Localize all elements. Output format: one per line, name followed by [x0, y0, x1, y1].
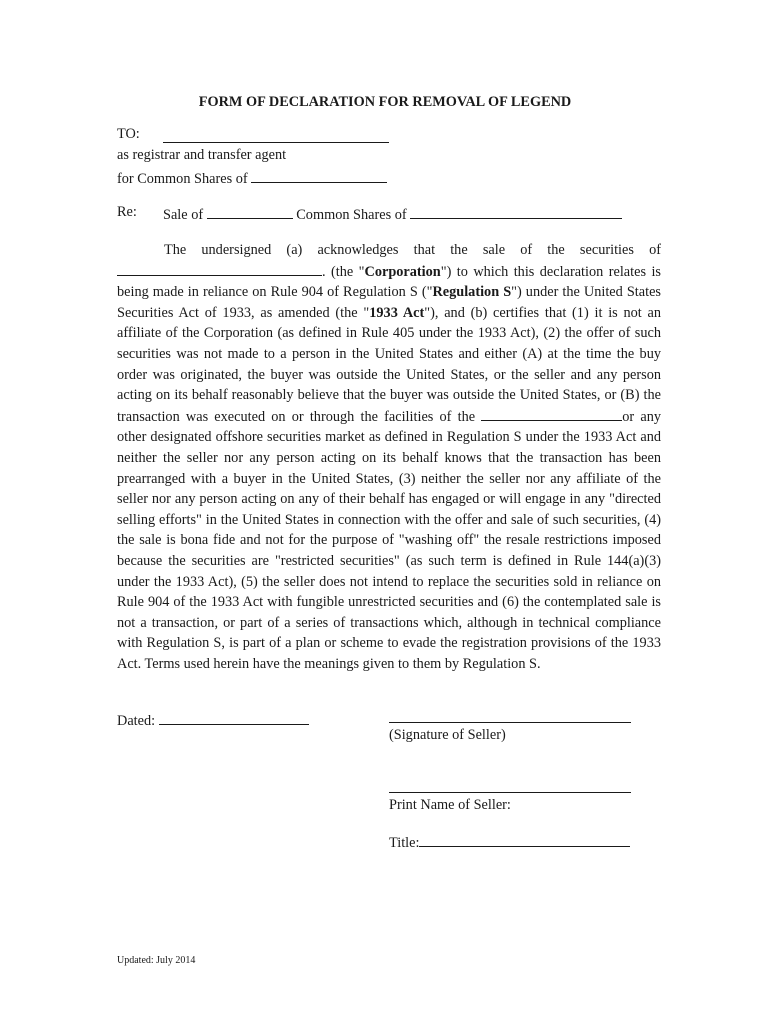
paragraph-part-6: or any other designated offshore securities market as defined in Regulation S under the 1933 Act and neither the seller nor any person acting on its behalf knows that the transaction has been prearranged with a buyer in the United States, (3) neither the seller nor any affiliate of the seller nor any person acting on any of their behalf has engaged or will engage in any "directed selling efforts" in the United States in connection with the offer and sale of such securities, (4) the sale is bona fide and not for the purpose of "washing off" the resale restrictions imposed because the securities are "restricted securities" (as such term is defined in Rule 144(a)(3) under the 1933 Act), (5) the seller does not intend to replace the securities sold in reliance on Rule 904 of the 1933 Act with fungible unrestricted securities and (6) the contemplated sale is not a transaction, or part of a series of transactions which, although in technical compliance with Regulation S, is part of a plan or scheme to evade the registration provisions of the 1933 Act. Terms used herein have the meanings given to them by Regulation S. [117, 408, 662, 672]
common-shares-prefix: for Common Shares of [117, 171, 248, 187]
paragraph-part-2: . (the " [322, 263, 365, 280]
dated-blank[interactable] [159, 710, 309, 725]
shares-issuer-blank[interactable] [410, 204, 622, 219]
title-line [389, 832, 630, 852]
common-shares-of-label: Common Shares of [296, 207, 407, 223]
paragraph-part-4: ") under the United States Securities Act of 1933, as amended (the " [117, 284, 661, 321]
issuer-blank[interactable] [251, 168, 387, 183]
sale-amount-blank[interactable] [207, 204, 293, 219]
signature-label: (Signature of Seller) [389, 727, 506, 743]
re-line [163, 204, 622, 224]
print-name-label: Print Name of Seller: [389, 797, 511, 813]
title-label: Title: [389, 835, 420, 851]
common-shares-line [117, 168, 387, 188]
paragraph-part-1: The undersigned (a) acknowledges that the sale of the securities of [164, 242, 661, 258]
corporation-name-blank[interactable] [117, 261, 322, 276]
title-blank[interactable] [419, 832, 630, 847]
dated-label: Dated: [117, 713, 156, 729]
footer-updated: Updated: July 2014 [117, 955, 196, 966]
document-title: FORM OF DECLARATION FOR REMOVAL OF LEGEND [198, 94, 572, 110]
to-blank[interactable] [163, 128, 389, 143]
paragraph-part-3: ") to which this declaration relates is being made in reliance on Rule 904 of Regulation S (" [117, 263, 661, 301]
dated-line [117, 710, 309, 730]
act-term: 1933 Act [369, 304, 425, 321]
print-name-line[interactable] [389, 792, 631, 793]
re-label: Re: [117, 204, 137, 220]
to-label: TO: [117, 126, 140, 142]
declaration-paragraph [117, 240, 661, 674]
signature-line[interactable] [389, 722, 631, 723]
regulation-term: Regulation S [432, 284, 512, 301]
paragraph-part-5: "), and (b) certifies that (1) it is not an affiliate of the Corporation (as defined in Rule 405 under the 1933 Act), (2) the offer of such securities was not made to a person in the United States and either (A) at the time the buy order was originated, the buyer was outside the United States, or the seller and any person acting on its behalf reasonably believe that the buyer was outside the United States, or (B) the transaction was executed on or through the facilities of the [117, 304, 662, 425]
corporation-term: Corporation [364, 263, 441, 280]
market-blank[interactable] [481, 406, 622, 421]
registrar-line: as registrar and transfer agent [117, 147, 287, 163]
sale-of-label: Sale of [163, 207, 204, 223]
